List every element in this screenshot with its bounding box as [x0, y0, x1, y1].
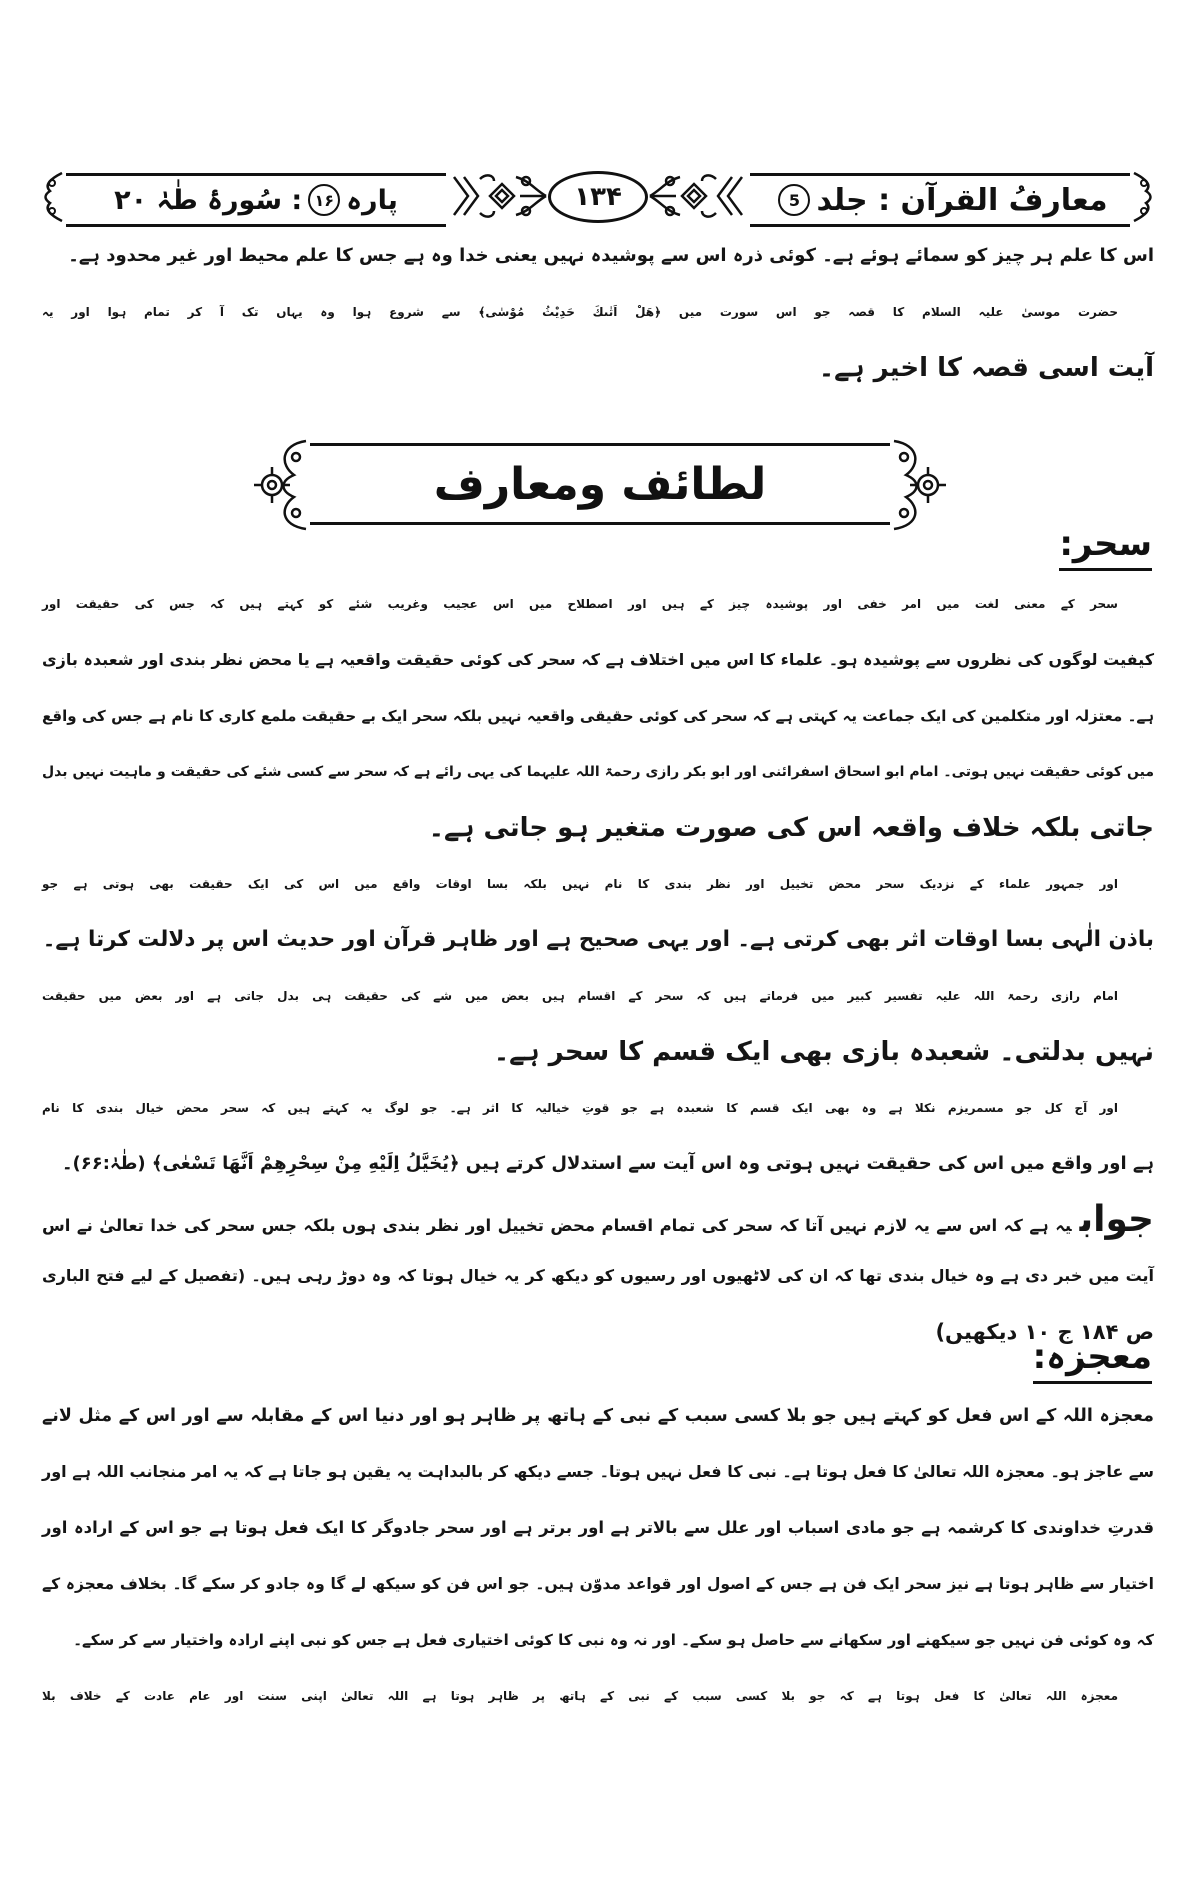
- text-line: ہے۔ معتزلہ اور متکلمین کی ایک جماعت یہ کہتی ہے کہ سحر کی کوئی حقیقی واقعیہ نہیں بلکہ سحر ایک بے حقیقت ملمع کاری کا نام ہے جس کی واقع: [42, 707, 1154, 725]
- mujiza-body: [42, 1388, 1154, 1724]
- text-line: امام رازی رحمۃ اللہ علیہ تفسیر کبیر میں فرماتے ہیں کہ سحر کے اقسام ہیں بعض میں شے کی حقیقت ہی بدل جاتی ہے اور بعض میں حقیقت: [42, 989, 1118, 1003]
- text-line: سے عاجز ہو۔ معجزہ اللہ تعالیٰ کا فعل ہوتا ہے۔ نبی کا فعل نہیں ہوتا۔ جسے دیکھ کر بالبداہت یہ یقین ہو جاتا ہے کہ یہ امر منجانب اللہ ہے اور: [42, 1462, 1154, 1481]
- text-line: اختیار سے ظاہر ہوتا ہے نیز سحر ایک فن ہے جس کے اصول اور قواعد مدوّن ہیں۔ جو اس فن کو سیکھ لے گا وہ جادو کر سکے گا۔ بخلاف معجزہ کے: [42, 1575, 1154, 1593]
- text-line: آیت اسی قصہ کا اخیر ہے۔: [818, 353, 1154, 383]
- floral-rosette-icon: [250, 435, 314, 535]
- text-line: معجزہ اللہ کے اس فعل کو کہتے ہیں جو بلا کسی سبب کے نبی کے ہاتھ پر ظاہر ہو اور دنیا اس کے مقابلہ سے اور اس کے مثل لانے: [42, 1406, 1154, 1426]
- header-end-ornament-icon: [1130, 169, 1156, 225]
- answer-text: یہ ہے کہ اس سے یہ لازم نہیں آتا کہ سحر کی تمام اقسام محض تخییل اور نظر بندی ہوں بلکہ جس سحر کی خدا تعالیٰ نے اس: [42, 1216, 1072, 1235]
- intro-paragraphs: [42, 228, 1154, 396]
- text-line: باذن الٰہی بسا اوقات اثر بھی کرتی ہے۔ اور یہی صحیح ہے اور ظاہر قرآن اور حدیث اس پر دلالت کرتا ہے۔: [42, 927, 1154, 952]
- floral-rosette-icon: [886, 435, 950, 535]
- heading-sihr: سحر:: [1059, 524, 1152, 571]
- answer-label: جواب: [1079, 1199, 1154, 1240]
- volume-number-badge: 5: [778, 184, 810, 216]
- page-number: ۱۳۴: [548, 171, 648, 223]
- floral-ornament-icon: [648, 167, 746, 225]
- sihr-body: [42, 576, 1154, 1360]
- text-line: ہے اور واقع میں اس کی حقیقت نہیں ہوتی وہ اس آیت سے استدلال کرتے ہیں ﴿يُخَيَّلُ اِلَيْهِ مِنْ سِحْرِهِمْ اَنَّهَا تَسْعٰى﴾ (طٰہٰ:۶۶)۔: [61, 1153, 1154, 1174]
- answer-line: [42, 1192, 1154, 1248]
- lataif-maarif-title-box: [250, 435, 950, 535]
- para-label: پارہ: [346, 184, 398, 216]
- text-line: میں کوئی حقیقت نہیں ہوتی۔ امام ابو اسحاق اسفرائنی اور ابو بکر رازی رحمۃ اللہ علیہما کی یہی رائے ہے کہ سحر سے کسی شئے کی حقیقت و ماہیت نہیں بدل: [42, 764, 1154, 780]
- text-line: جاتی بلکہ خلاف واقعہ اس کی صورت متغیر ہو جاتی ہے۔: [428, 813, 1154, 843]
- text-line: کیفیت لوگوں کی نظروں سے پوشیدہ ہو۔ علماء کا اس میں اختلاف ہے کہ سحر کی کوئی حقیقت واقعیہ ہے یا محض نظر بندی اور شعبدہ بازی: [42, 650, 1154, 669]
- text-line: حضرت موسیٰ علیہ السلام کا قصہ جو اس سورت میں ﴿ھَلْ اَتٰىكَ حَدِيْثُ مُوْسٰى﴾ سے شروع ہوا وہ یہاں تک آ کر تمام ہوا اور یہ: [42, 305, 1118, 319]
- reference-note: ص ۱۸۴ ج ۱۰ دیکھیں): [935, 1320, 1154, 1344]
- header-para-surah: [66, 173, 446, 227]
- heading-mujiza: معجزہ:: [1033, 1336, 1152, 1384]
- running-header: [38, 165, 1158, 227]
- surah-label: : سُورۂ طٰہٰ ۲۰: [114, 184, 303, 216]
- text-line: نہیں بدلتی۔ شعبدہ بازی بھی ایک قسم کا سحر ہے۔: [493, 1037, 1154, 1067]
- header-end-ornament-icon: [40, 169, 66, 225]
- para-number-badge: ۱۶: [308, 184, 340, 216]
- book-title: معارفُ القرآن : جلد: [816, 182, 1108, 218]
- header-book-title: [750, 173, 1130, 227]
- floral-ornament-icon: [450, 167, 548, 225]
- text-line: معجزہ اللہ تعالیٰ کا فعل ہوتا ہے کہ جو بلا کسی سبب کے نبی کے ہاتھ پر ظاہر ہوتا ہے اللہ تعالیٰ اپنی سنت اور عام عادت کے خلاف بلا: [42, 1689, 1118, 1703]
- text-line: اور جمہور علماء کے نزدیک سحر محض تخییل اور نظر بندی کا نام نہیں بلکہ بسا اوقات واقع میں اس کی ایک حقیقت بھی ہوتی ہے جو: [42, 877, 1118, 891]
- text-line: اور آج کل جو مسمریزم نکلا ہے وہ بھی ایک قسم کا شعبدہ ہے جو قوتِ خیالیہ کا اثر ہے۔ جو لوگ یہ کہتے ہیں کہ سحر محض خیال بندی کا نام: [42, 1101, 1118, 1115]
- text-line: کہ وہ کوئی فن نہیں جو سیکھنے اور سکھانے سے حاصل ہو سکے۔ اور نہ وہ نبی کا کوئی اختیاری فعل ہے جس کو نبی اپنے ارادہ واختیار سے کر سکے۔: [73, 1631, 1154, 1649]
- section-title: لطائف ومعارف: [433, 458, 767, 510]
- page-number-ornament: [450, 165, 746, 227]
- text-line: قدرتِ خداوندی کا کرشمہ ہے جو مادی اسباب اور علل سے بالاتر ہے اور برتر ہے اور سحر جادوگر کا ایک فعل ہوتا ہے جو اس کے ارادہ اور: [42, 1518, 1154, 1537]
- text-line: آیت میں خبر دی ہے وہ خیال بندی تھا کہ ان کی لاٹھیوں اور رسیوں کو دیکھ کر یہ خیال ہوتا کہ وہ دوڑ رہی ہیں۔ (تفصیل کے لیے فتح الباری: [42, 1266, 1154, 1285]
- text-line: اس کا علم ہر چیز کو سمائے ہوئے ہے۔ کوئی ذرہ اس سے پوشیدہ نہیں یعنی خدا وہ ہے جس کا علم محیط اور غیر محدود ہے۔: [68, 245, 1154, 266]
- text-line: سحر کے معنی لغت میں امر خفی اور پوشیدہ چیز کے ہیں اور اصطلاح میں اس عجیب وغریب شئے کو کہتے ہیں کہ جس کی حقیقت اور: [42, 597, 1118, 611]
- title-frame: [310, 443, 890, 525]
